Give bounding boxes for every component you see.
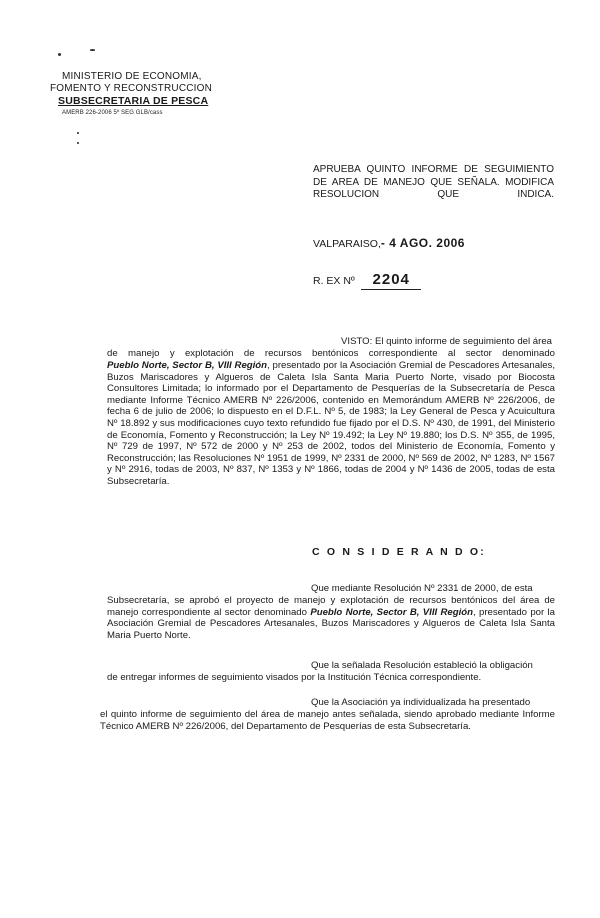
place-date — [313, 234, 465, 252]
considerando-p1-text-b: , presentado por la Asociación Gremial de Pescadores Artesanales, Buzos Mariscadores y Algueros de Caleta Isla Santa Maria Puerto Norte. — [107, 606, 555, 641]
considerando-p1-sector-name: Pueblo Norte, Sector B, VIII Región — [310, 606, 474, 618]
ministry-name-line1: MINISTERIO DE ECONOMIA, — [62, 71, 202, 82]
visto-body — [107, 360, 555, 488]
resolution-number-underline — [361, 271, 421, 290]
scan-speck — [58, 53, 61, 56]
considerando-p1-body — [107, 595, 555, 641]
considerando-p3-body: el quinto informe de seguimiento del área de manejo antes señalada, siendo aprobado mediante Informe Técnico AMERB Nº 226/2006, del Departamento de Pesquerías de esta Subsecretaría. — [100, 709, 555, 732]
considerando-p2-first-line: Que la señalada Resolución estableció la obligación — [311, 660, 533, 671]
subsecretaria-name: SUBSECRETARIA DE PESCA — [58, 95, 209, 107]
resolution-number-value: 2204 — [372, 271, 410, 288]
visto-sector-name: Pueblo Norte, Sector B, VIII Región — [107, 360, 268, 371]
considerando-p1-first-line: Que mediante Resolución Nº 2331 de 2000, de esta — [311, 583, 533, 594]
scan-speck — [90, 49, 95, 51]
considerando-p2-body: de entregar informes de seguimiento visados por la Institución Técnica correspondiente. — [107, 672, 482, 683]
resolution-title: APRUEBA QUINTO INFORME DE SEGUIMIENTO DE AREA DE MANEJO QUE SEÑALA. MODIFICA RESOLUCION QUE INDICA. — [313, 164, 554, 200]
visto-body-text: , presentado por la Asociación Gremial de Pescadores Artesanales, Buzos Mariscadores y Algueros de Caleta Isla Santa Maria Puerto Norte, visado por Biocosta Consultores Limitada; lo informado por el Departamento de Pesquerías de la Subsecretaría de Pesca mediante Informe Técnico AMERB Nº 226/2006, contenido en Memorándum AMERB Nº 226/2006, de fecha 6 de julio de 2006; lo dispuesto en el D.F.L. Nº 5, de 1983; la Ley General de Pesca y Acuicultura Nº 18.892 y sus modificaciones cuyo texto refundido fue fijado por el D.S. Nº 430, de 1991, del Ministerio de Economía, Fomento y Reconstrucción; la Ley Nº 19.492; la Ley Nº 19.880; los D.S. Nº 355, de 1995, Nº 729 de 1997, Nº 572 de 2000 y Nº 253 de 2002, todos del Ministerio de Economía, Fomento y Reconstrucción; las Resoluciones Nº 1951 de 1999, Nº 2331 de 2000, Nº 569 de 2002, Nº 1283, Nº 1567 y Nº 2916, todas de 2003, Nº 837, Nº 1353 y Nº 1866, todas de 2004 y Nº 1436 de 2005, todas de esta Subsecretaría. — [107, 360, 555, 487]
scan-speck — [77, 132, 79, 134]
considerando-p1-text-a: Subsecretaría, se aprobó el proyecto de manejo y explotación de recursos bentónicos del área de manejo correspondiente al sector denominado — [107, 595, 555, 618]
resolution-label: R. EX Nº — [313, 275, 355, 287]
document-reference: AMERB 226-2006 5º SEG GLB/cass — [62, 110, 163, 116]
ministry-name-line2: FOMENTO Y RECONSTRUCCION — [50, 83, 213, 94]
considerando-p3-first-line: Que la Asociación ya individualizada ha presentado — [311, 697, 531, 708]
considerando-heading: C O N S I D E R A N D O: — [312, 546, 486, 558]
scan-speck — [77, 142, 79, 144]
resolution-number — [313, 271, 421, 290]
visto-first-line: VISTO: El quinto informe de seguimiento del área — [341, 336, 553, 347]
visto-second-line: de manejo y explotación de recursos bentónicos correspondiente al sector denominado — [107, 348, 555, 359]
city: VALPARAISO, — [313, 238, 381, 250]
date-stamp: - 4 AGO. 2006 — [380, 236, 465, 250]
